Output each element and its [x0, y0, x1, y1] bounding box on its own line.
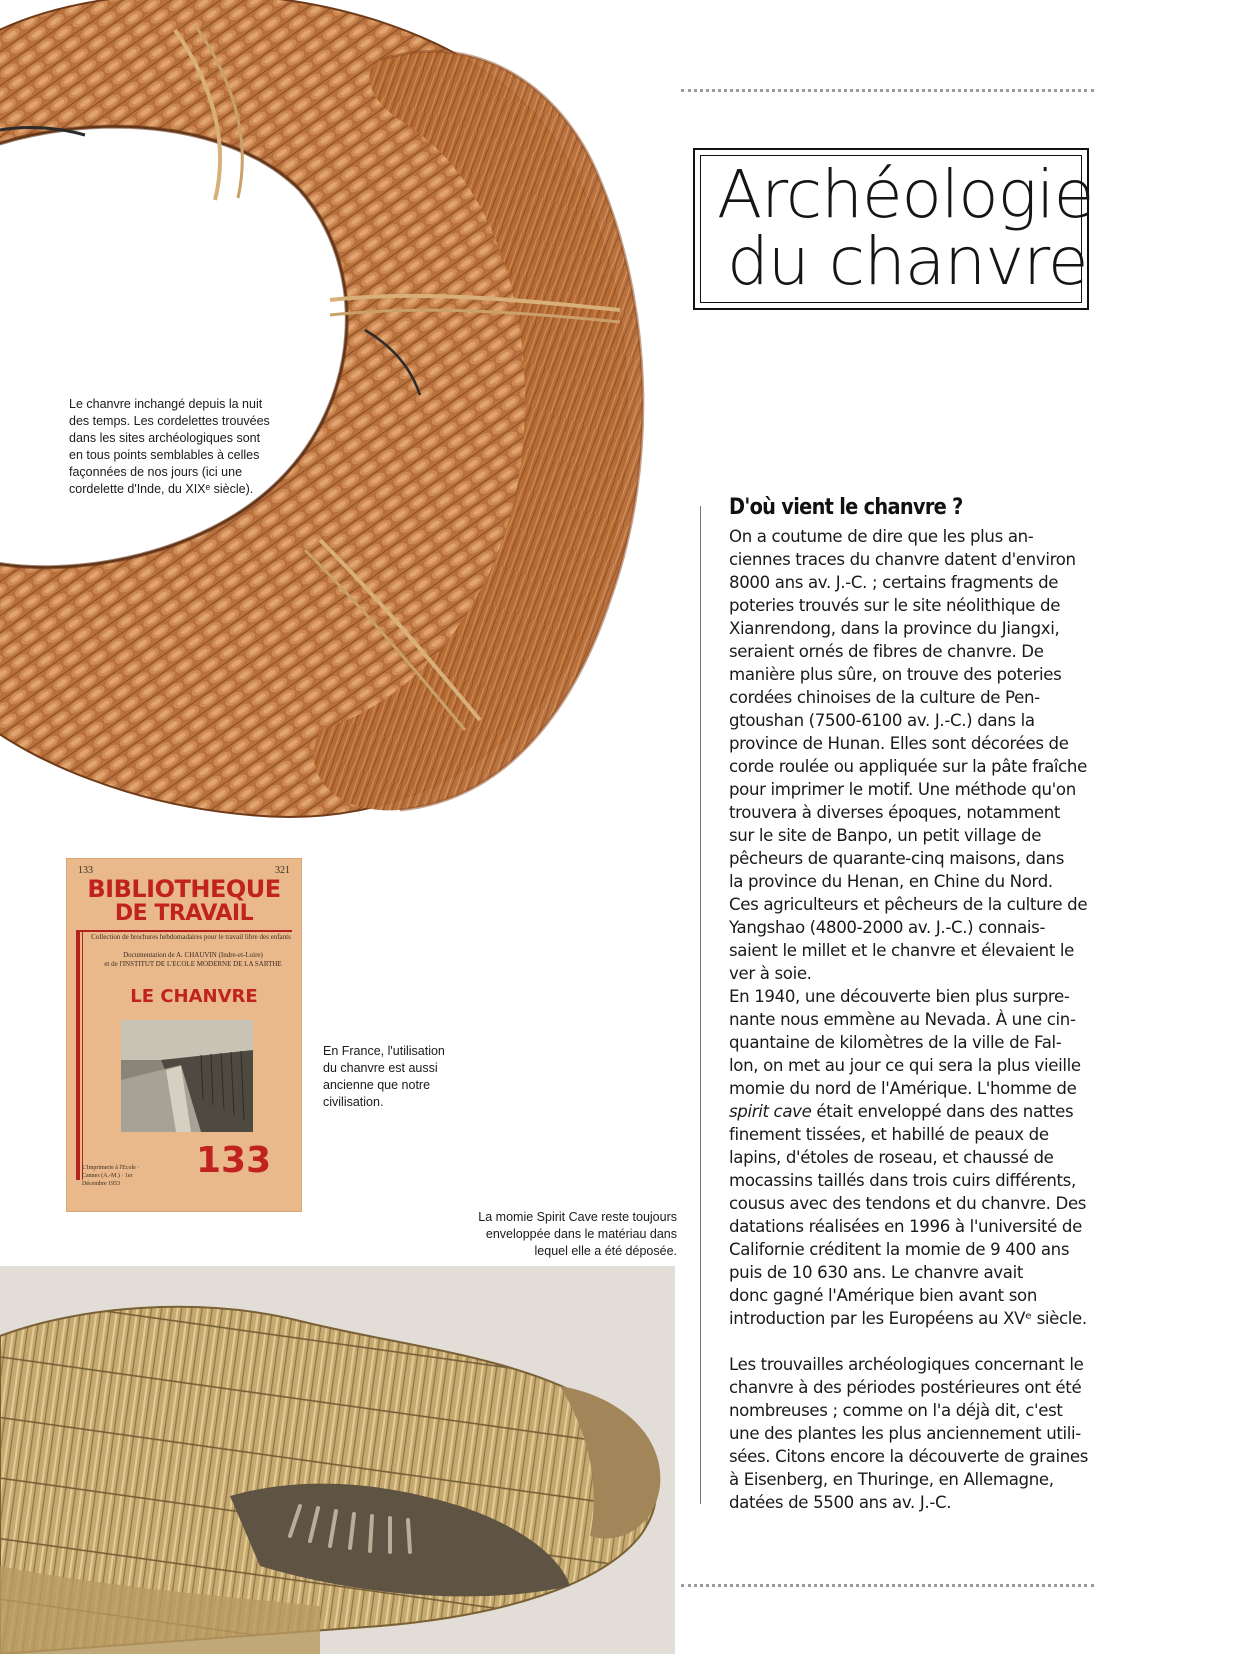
article-line: saient le millet et le chanvre et élevaient le — [729, 941, 1075, 960]
brochure-title-line-1: BIBLIOTHEQUE — [87, 875, 281, 903]
article-line: la province du Henan, en Chine du Nord. — [729, 872, 1053, 891]
dotted-rule-top — [681, 89, 1094, 92]
article-line: En 1940, une découverte bien plus surpre- — [729, 987, 1070, 1006]
article-line: manière plus sûre, on trouve des poteries — [729, 665, 1062, 684]
brochure-number-left: 133 — [78, 865, 93, 876]
brochure-rule — [76, 930, 292, 932]
article-line: seraient ornés de fibres de chanvre. De — [729, 642, 1044, 661]
caption-line: civilisation. — [323, 1095, 384, 1109]
brochure-number-right: 321 — [275, 865, 290, 876]
article-line: Les trouvailles archéologiques concernant le — [729, 1355, 1084, 1374]
article-line: lapins, d'étoles de roseau, et chaussé de — [729, 1148, 1054, 1167]
spirit-cave-mummy-photo — [0, 1266, 675, 1654]
brochure-big-number: 133 — [196, 1140, 272, 1181]
article-line: Yangshao (4800-2000 av. J.-C.) connais- — [729, 918, 1046, 937]
caption-line: façonnées de nos jours (ici une — [69, 465, 243, 479]
article-line: poteries trouvés sur le site néolithique de — [729, 596, 1061, 615]
brochure-documentation — [96, 951, 290, 969]
article-line: puis de 10 630 ans. Le chanvre avait — [729, 1263, 1024, 1282]
caption-line: du chanvre est aussi — [323, 1061, 438, 1075]
article-line: Ces agriculteurs et pêcheurs de la culture de — [729, 895, 1088, 914]
title-line-1: Archéologie — [717, 156, 1094, 233]
article-line: datées de 5500 ans av. J.-C. — [729, 1493, 952, 1512]
brochure-subtitle: Collection de brochures hebdomadaires pour le travail libre des enfants — [91, 933, 291, 941]
caption-mummy — [440, 1209, 677, 1260]
caption-line: des temps. Les cordelettes trouvées — [69, 414, 270, 428]
brochure-cover-image — [66, 858, 302, 1212]
caption-rope — [69, 396, 299, 498]
article-line: lon, on met au jour ce qui sera la plus vieille — [729, 1056, 1081, 1075]
article-line: trouvera à diverses époques, notamment — [729, 803, 1061, 822]
paragraph-gap — [729, 1330, 1089, 1353]
article-line: momie du nord de l'Amérique. L'homme de — [729, 1079, 1077, 1098]
article-line: introduction par les Européens au XVᵉ siècle. — [729, 1309, 1087, 1328]
caption-line: Le chanvre inchangé depuis la nuit — [69, 397, 263, 411]
title-box — [693, 148, 1094, 310]
article-line: gtoushan (7500-6100 av. J.-C.) dans la — [729, 711, 1035, 730]
caption-line: La momie Spirit Cave reste toujours — [478, 1210, 677, 1224]
article-line: nombreuses ; comme on l'a déjà dit, c'est — [729, 1401, 1063, 1420]
article-heading: D'où vient le chanvre ? — [729, 495, 963, 520]
article-line: finement tissées, et habillé de peaux de — [729, 1125, 1049, 1144]
brochure-doc-line: Documentation de A. CHAUVIN (Indre-et-Loire) — [123, 951, 263, 959]
article-line: ciennes traces du chanvre datent d'environ — [729, 550, 1076, 569]
article-line: Californie créditent la momie de 9 400 ans — [729, 1240, 1070, 1259]
article-line: sur le site de Banpo, un petit village de — [729, 826, 1042, 845]
article-line: corde roulée ou appliquée sur la pâte fraîche — [729, 757, 1087, 776]
article-line: datations réalisées en 1996 à l'université de — [729, 1217, 1082, 1236]
article-line: spirit cave était enveloppé dans des nattes — [729, 1102, 1074, 1121]
article-line: mocassins taillés dans trois cuirs différents, — [729, 1171, 1076, 1190]
caption-line: enveloppée dans le matériau dans — [485, 1227, 677, 1241]
article-line: chanvre à des périodes postérieures ont été — [729, 1378, 1082, 1397]
italic-term: spirit cave — [729, 1102, 812, 1121]
hemp-field-photo — [121, 1020, 253, 1132]
article-line: cousus avec des tendons et du chanvre. Des — [729, 1194, 1087, 1213]
brochure-footer: L'Imprimerie à l'Ecole · Cannes (A.-M.) · 1er Décembre 1953 — [82, 1165, 140, 1187]
article-line: nante nous emmène au Nevada. À une cin- — [729, 1010, 1076, 1029]
column-rule — [700, 506, 701, 1504]
article-line: sées. Citons encore la découverte de graines — [729, 1447, 1089, 1466]
caption-line: cordelette d'Inde, du XIXᵉ siècle). — [69, 482, 254, 496]
brochure-doc-line: et de l'INSTITUT DE L'ECOLE MODERNE DE LA SARTHE — [104, 960, 282, 968]
article-line: pour imprimer le motif. Une méthode qu'on — [729, 780, 1076, 799]
brochure-side-bar-thin — [82, 930, 83, 1180]
article-line: à Eisenberg, en Thuringe, en Allemagne, — [729, 1470, 1054, 1489]
article-line: une des plantes les plus anciennement utili- — [729, 1424, 1081, 1443]
caption-line: dans les sites archéologiques sont — [69, 431, 261, 445]
caption-line: en tous points semblables à celles — [69, 448, 260, 462]
brochure-side-bar — [76, 930, 80, 1180]
title-line-2: du chanvre — [727, 223, 1088, 300]
article-body — [729, 525, 1089, 1514]
caption-brochure — [323, 1043, 473, 1111]
article-line: ver à soie. — [729, 964, 812, 983]
article-line: quantaine de kilomètres de la ville de Fal- — [729, 1033, 1062, 1052]
article-line: province de Hunan. Elles sont décorées de — [729, 734, 1069, 753]
article-line: 8000 ans av. J.-C. ; certains fragments de — [729, 573, 1059, 592]
caption-line: En France, l'utilisation — [323, 1044, 445, 1058]
article-line: pêcheurs de quarante-cinq maisons, dans — [729, 849, 1065, 868]
brochure-title-line-2: DE TRAVAIL — [114, 901, 254, 926]
dotted-rule-bottom — [681, 1584, 1094, 1587]
article-line: On a coutume de dire que les plus an- — [729, 527, 1034, 546]
article-line: Xianrendong, dans la province du Jiangxi, — [729, 619, 1060, 638]
article-line: cordées chinoises de la culture de Pen- — [729, 688, 1040, 707]
brochure-heading: LE CHANVRE — [130, 986, 258, 1007]
caption-line: lequel elle a été déposée. — [534, 1244, 677, 1258]
caption-line: ancienne que notre — [323, 1078, 431, 1092]
article-line: donc gagné l'Amérique bien avant son — [729, 1286, 1038, 1305]
